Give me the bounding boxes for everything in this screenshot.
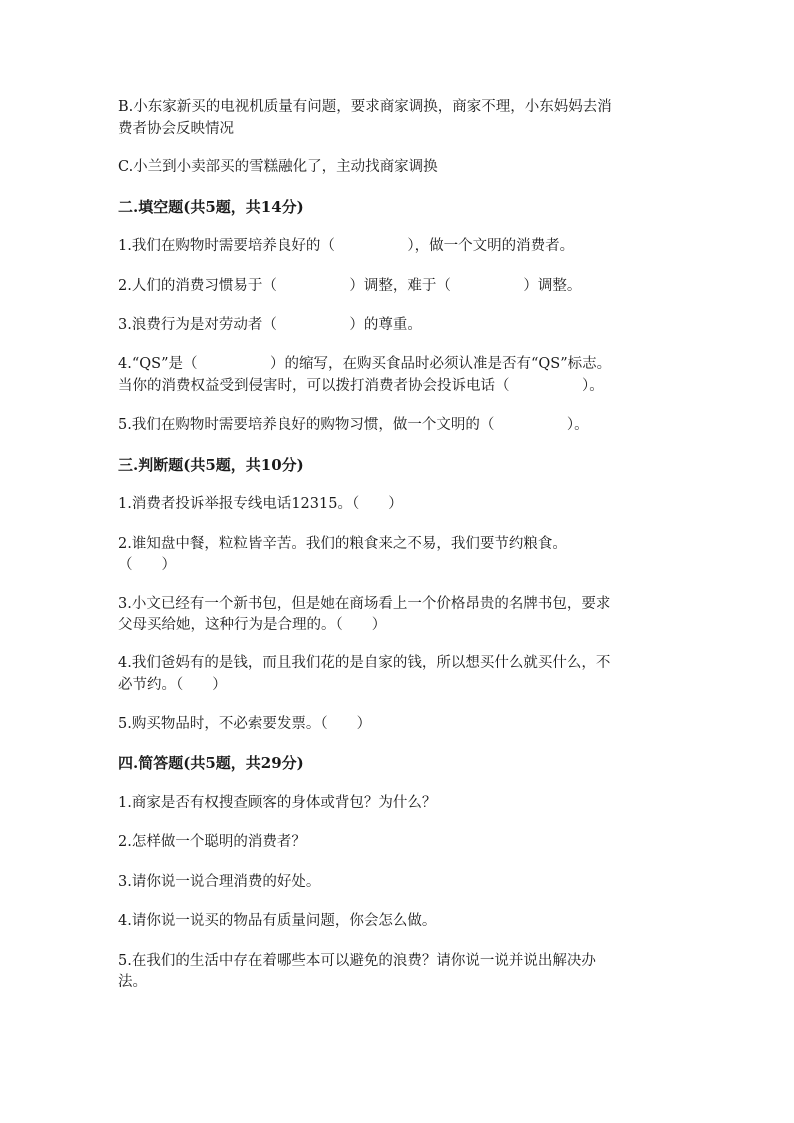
- sa-question-1: 1.商家是否有权搜查顾客的身体或背包？为什么？: [118, 795, 437, 811]
- sa-question-4: 4.请你说一说买的物品有质量问题，你会怎么做。: [118, 913, 437, 929]
- fill-question-4-line-1: 4.“QS”是（ ）的缩写，在购买食品时必须认准是否有“QS”标志。: [118, 356, 612, 372]
- option-b-line-2: 费者协会反映情况: [118, 121, 234, 137]
- option-c: C.小兰到小卖部买的雪糕融化了，主动找商家调换: [118, 159, 438, 175]
- fill-question-2: 2.人们的消费习惯易于（ ）调整，难于（ ）调整。: [118, 278, 582, 294]
- sa-question-5-line-1: 5.在我们的生活中存在着哪些本可以避免的浪费？请你说一说并说出解决办: [118, 953, 596, 969]
- tf-question-4-line-1: 4.我们爸妈有的是钱，而且我们花的是自家的钱，所以想买什么就买什么，不: [118, 655, 611, 671]
- tf-question-4-line-2: 必节约。（ ）: [118, 677, 227, 693]
- section-heading-true-false: 三.判断题(共5题，共10分): [118, 456, 304, 474]
- option-b-line-1: B.小东家新买的电视机质量有问题，要求商家调换，商家不理，小东妈妈去消: [118, 99, 612, 115]
- tf-question-1: 1.消费者投诉举报专线电话12315。（ ）: [118, 496, 403, 512]
- sa-question-2: 2.怎样做一个聪明的消费者？: [118, 834, 306, 850]
- tf-question-2-line-2: （ ）: [118, 557, 176, 573]
- section-heading-fill-blank: 二.填空题(共5题，共14分): [118, 198, 304, 216]
- fill-question-4-line-2: 当你的消费权益受到侵害时，可以拨打消费者协会投诉电话（ ）。: [118, 378, 604, 394]
- tf-question-3-line-1: 3.小文已经有一个新书包，但是她在商场看上一个价格昂贵的名牌书包，要求: [118, 596, 611, 612]
- fill-question-3: 3.浪费行为是对劳动者（ ）的尊重。: [118, 317, 422, 333]
- fill-question-5: 5.我们在购物时需要培养良好的购物习惯，做一个文明的（ ）。: [118, 417, 589, 433]
- tf-question-2-line-1: 2.谁知盘中餐，粒粒皆辛苦。我们的粮食来之不易，我们要节约粮食。: [118, 536, 567, 552]
- tf-question-3-line-2: 父母买给她，这种行为是合理的。（ ）: [118, 617, 387, 633]
- section-heading-short-answer: 四.简答题(共5题，共29分): [118, 754, 304, 772]
- tf-question-5: 5.购买物品时，不必索要发票。（ ）: [118, 716, 372, 732]
- sa-question-5-line-2: 法。: [118, 974, 147, 990]
- fill-question-1: 1.我们在购物时需要培养良好的（ ），做一个文明的消费者。: [118, 238, 575, 254]
- sa-question-3: 3.请你说一说合理消费的好处。: [118, 874, 321, 890]
